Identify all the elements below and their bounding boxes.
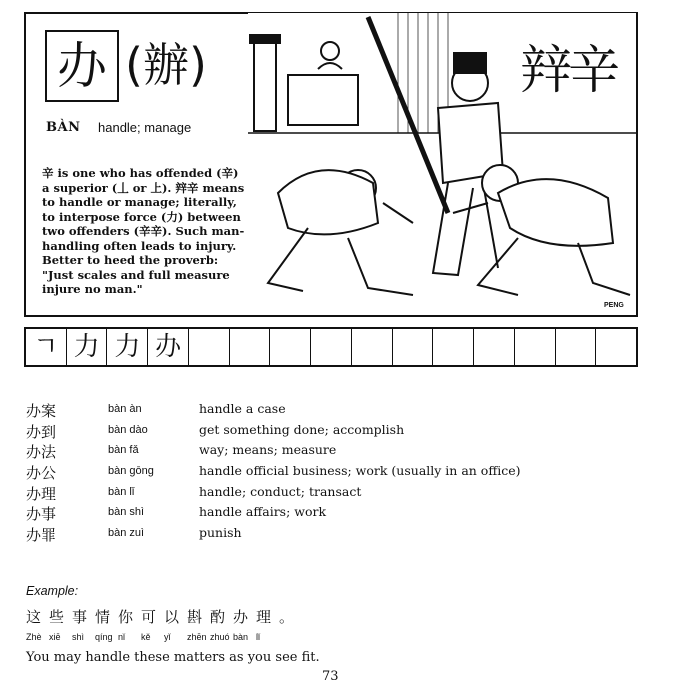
main-character: 办	[45, 30, 119, 102]
vocab-pinyin: bàn lǐ	[108, 485, 135, 498]
vocab-meaning: punish	[199, 525, 242, 541]
page-number: 73	[322, 669, 339, 684]
vocab-meaning: handle official business; work (usually in an office)	[199, 463, 521, 479]
vocab-pinyin: bàn zuì	[108, 527, 145, 540]
example-hanzi: 。	[279, 608, 295, 626]
vocab-hanzi: 办到	[26, 422, 57, 441]
example-hanzi: 以	[164, 608, 180, 626]
stroke-cell	[474, 329, 515, 365]
example-pinyin: kě	[141, 632, 151, 642]
vocab-hanzi: 办法	[26, 443, 57, 462]
example-hanzi: 办	[233, 608, 249, 626]
example-pinyin: shì	[72, 632, 85, 642]
stroke-cell	[189, 329, 230, 365]
stroke-cell	[515, 329, 556, 365]
example-hanzi: 斟	[187, 608, 203, 626]
vocab-hanzi: 办罪	[26, 526, 57, 545]
stroke-cell	[230, 329, 271, 365]
vocab-meaning: handle affairs; work	[199, 504, 327, 520]
vocab-pinyin: bàn àn	[108, 403, 142, 415]
example-hanzi-row	[26, 606, 302, 627]
stroke-cell	[596, 329, 636, 365]
example-pinyin: qíng	[95, 632, 113, 642]
vocab-meaning: get something done; accomplish	[199, 421, 405, 437]
example-hanzi: 可	[141, 608, 157, 626]
vocab-hanzi: 办公	[26, 464, 57, 483]
stroke-cell: 办	[148, 329, 189, 365]
example-pinyin: xiē	[49, 632, 61, 642]
example-pinyin-row	[26, 632, 279, 642]
seal-script-character: 辡辛	[520, 41, 617, 101]
character-pinyin: BÀN	[46, 120, 81, 135]
stroke-cell	[352, 329, 393, 365]
example-pinyin: nǐ	[118, 632, 126, 642]
example-hanzi: 情	[95, 608, 111, 626]
example-pinyin: zhuó	[210, 632, 230, 642]
stroke-cell	[311, 329, 352, 365]
stroke-cell	[393, 329, 434, 365]
etymology-explanation: 辛 is one who has offended (辛) a superior (丄 or 上). 辡辛 means to handle or manage; literally, to interpose force (力) between two offenders (辛辛). Such man-handling often leads to injury. Better to heed the proverb: "Just scales and full measure injure no man."	[42, 166, 245, 296]
stroke-cell	[433, 329, 474, 365]
example-pinyin: bàn	[233, 632, 249, 642]
example-translation: You may handle these matters as you see fit.	[26, 650, 320, 665]
vocab-meaning: handle a case	[199, 401, 286, 416]
stroke-cell	[556, 329, 597, 365]
traditional-character: (辦)	[125, 38, 207, 92]
vocab-pinyin: bàn fǎ	[108, 444, 139, 457]
example-hanzi: 你	[118, 608, 134, 626]
stroke-cell: 力	[67, 329, 108, 365]
vocab-meaning: way; means; measure	[199, 442, 337, 458]
example-hanzi: 酌	[210, 608, 226, 626]
vocab-hanzi: 办案	[26, 402, 57, 420]
vocab-hanzi: 办理	[26, 484, 57, 503]
example-hanzi: 理	[256, 608, 272, 626]
example-pinyin: lǐ	[256, 632, 260, 642]
example-hanzi: 些	[49, 608, 65, 626]
stroke-cell: ㄱ	[26, 329, 67, 365]
artist-signature: PENG	[604, 302, 624, 309]
stroke-order-grid	[24, 327, 638, 367]
character-gloss: handle; manage	[98, 120, 192, 135]
vocab-pinyin: bàn shì	[108, 506, 145, 519]
vocab-pinyin: bàn dào	[108, 423, 148, 436]
example-pinyin: zhēn	[187, 632, 207, 642]
example-hanzi: 这	[26, 608, 42, 626]
example-pinyin: yǐ	[164, 632, 171, 642]
example-pinyin: Zhè	[26, 632, 42, 642]
vocab-hanzi: 办事	[26, 505, 57, 524]
example-label: Example:	[26, 584, 79, 598]
stroke-cell	[270, 329, 311, 365]
stroke-cell: 力	[107, 329, 148, 365]
vocab-meaning: handle; conduct; transact	[199, 483, 362, 499]
example-hanzi: 事	[72, 608, 88, 626]
vocab-pinyin: bàn gōng	[108, 465, 154, 478]
